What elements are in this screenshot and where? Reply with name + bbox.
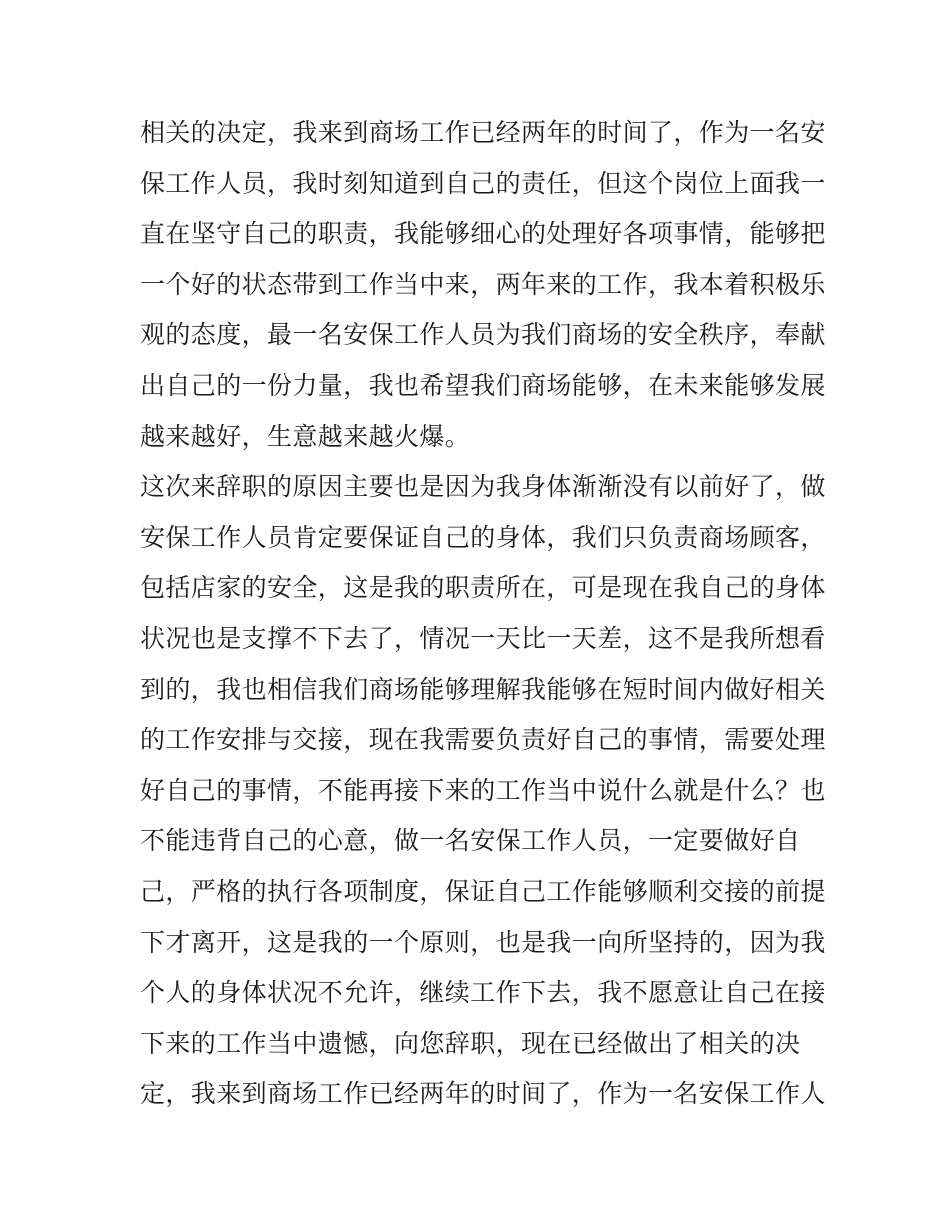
- text-line: 这次来辞职的原因主要也是因为我身体渐渐没有以前好了，做: [140, 472, 826, 502]
- text-line: 好自己的事情，不能再接下来的工作当中说什么就是什么？也: [140, 775, 826, 805]
- text-line: 直在坚守自己的职责，我能够细心的处理好各项事情，能够把: [140, 219, 826, 249]
- text-line: 定，我来到商场工作已经两年的时间了，作为一名安保工作人: [140, 1079, 826, 1109]
- text-line: 下来的工作当中遗憾，向您辞职，现在已经做出了相关的决: [140, 1028, 801, 1058]
- text-line: 保工作人员，我时刻知道到自己的责任，但这个岗位上面我一: [140, 168, 826, 198]
- text-line: 下才离开，这是我的一个原则，也是我一向所坚持的，因为我: [140, 927, 826, 957]
- text-line: 不能违背自己的心意，做一名安保工作人员，一定要做好自: [140, 826, 801, 856]
- text-line: 安保工作人员肯定要保证自己的身体，我们只负责商场顾客，: [140, 522, 826, 552]
- text-line: 包括店家的安全，这是我的职责所在，可是现在我自己的身体: [140, 573, 826, 603]
- text-line: 己，严格的执行各项制度，保证自己工作能够顺利交接的前提: [140, 876, 826, 906]
- text-line: 出自己的一份力量，我也希望我们商场能够，在未来能够发展: [140, 370, 826, 400]
- text-line: 状况也是支撑不下去了，情况一天比一天差，这不是我所想看: [140, 623, 826, 653]
- text-line: 相关的决定，我来到商场工作已经两年的时间了，作为一名安: [140, 118, 826, 147]
- text-line: 一个好的状态带到工作当中来，两年来的工作，我本着积极乐: [140, 269, 826, 299]
- text-line: 的工作安排与交接，现在我需要负责好自己的事情，需要处理: [140, 725, 826, 755]
- text-line: 个人的身体状况不允许，继续工作下去，我不愿意让自己在接: [140, 978, 826, 1008]
- text-line: 越来越好，生意越来越火爆。: [140, 421, 471, 451]
- text-line: 观的态度，最一名安保工作人员为我们商场的安全秩序，奉献: [140, 320, 826, 350]
- body-text: [140, 108, 826, 1120]
- text-line: 到的，我也相信我们商场能够理解我能够在短时间内做好相关: [140, 674, 826, 704]
